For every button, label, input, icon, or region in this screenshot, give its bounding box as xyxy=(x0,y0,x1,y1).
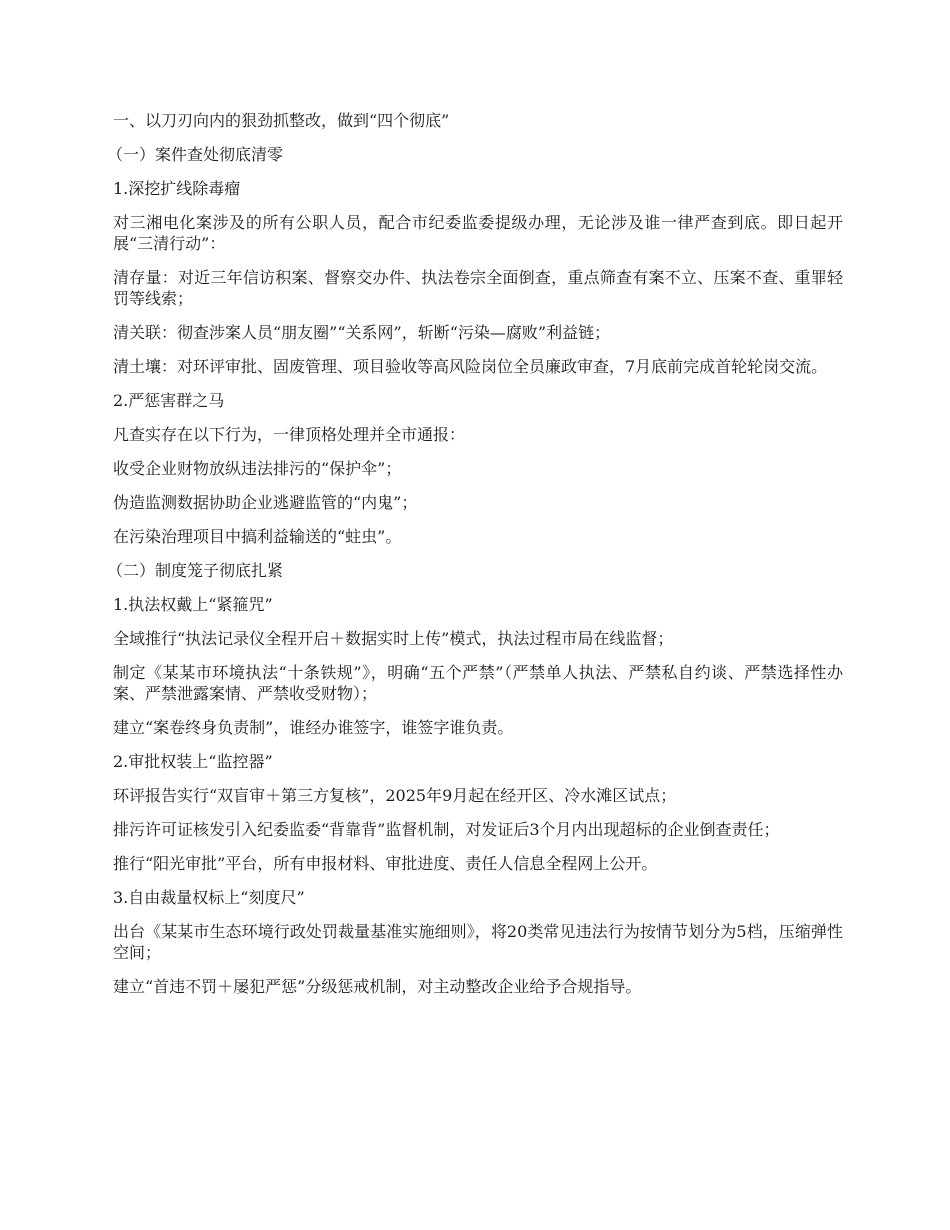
body-paragraph: 清存量：对近三年信访积案、督察交办件、执法卷宗全面倒查，重点筛查有案不立、压案不查、重罪轻罚等线索； xyxy=(113,268,843,308)
subsection-heading: （一）案件查处彻底清零 xyxy=(107,145,284,164)
item-heading: 3.自由裁量权标上“刻度尺” xyxy=(113,888,305,907)
body-paragraph: 伪造监测数据协助企业逃避监管的“内鬼”； xyxy=(113,493,418,512)
body-paragraph: 对三湘电化案涉及的所有公职人员，配合市纪委监委提级办理，无论涉及谁一律严查到底。即日起开展“三清行动”： xyxy=(113,213,843,253)
body-paragraph: 全域推行“执法记录仪全程开启＋数据实时上传”模式，执法过程市局在线监督； xyxy=(113,629,674,648)
body-paragraph: 制定《某某市环境执法“十条铁规”》，明确“五个严禁”（严禁单人执法、严禁私自约谈、严禁选择性办案、严禁泄露案情、严禁收受财物）； xyxy=(113,663,843,703)
body-paragraph: 清关联：彻查涉案人员“朋友圈”“关系网”，斩断“污染—腐败”利益链； xyxy=(113,323,611,342)
body-paragraph: 收受企业财物放纵违法排污的“保护伞”； xyxy=(113,459,402,478)
document-page xyxy=(107,110,843,1010)
item-heading: 2.审批权装上“监控器” xyxy=(113,752,273,771)
subsection-heading: （二）制度笼子彻底扎紧 xyxy=(107,561,284,580)
item-heading: 2.严惩害群之马 xyxy=(113,391,225,410)
body-paragraph: 推行“阳光审批”平台，所有申报材料、审批进度、责任人信息全程网上公开。 xyxy=(113,854,658,873)
item-heading: 1.执法权戴上“紧箍咒” xyxy=(113,595,273,614)
body-paragraph: 环评报告实行“双盲审＋第三方复核”，2025年9月起在经开区、冷水滩区试点； xyxy=(113,786,677,805)
section-heading: 一、以刀刃向内的狠劲抓整改，做到“四个彻底” xyxy=(113,111,450,130)
body-paragraph: 建立“首违不罚＋屡犯严惩”分级惩戒机制，对主动整改企业给予合规指导。 xyxy=(113,977,642,996)
body-paragraph: 排污许可证核发引入纪委监委“背靠背”监督机制，对发证后3个月内出现超标的企业倒查责任； xyxy=(113,820,780,839)
item-heading: 1.深挖扩线除毒瘤 xyxy=(113,179,241,198)
body-paragraph: 建立“案卷终身负责制”，谁经办谁签字，谁签字谁负责。 xyxy=(113,718,514,737)
body-paragraph: 凡查实存在以下行为，一律顶格处理并全市通报： xyxy=(113,425,466,444)
body-paragraph: 出台《某某市生态环境行政处罚裁量基准实施细则》，将20类常见违法行为按情节划分为5档，压缩弹性空间； xyxy=(113,922,843,962)
body-paragraph: 清土壤：对环评审批、固废管理、项目验收等高风险岗位全员廉政审查，7月底前完成首轮轮岗交流。 xyxy=(113,357,828,376)
body-paragraph: 在污染治理项目中搞利益输送的“蛀虫”。 xyxy=(113,527,402,546)
